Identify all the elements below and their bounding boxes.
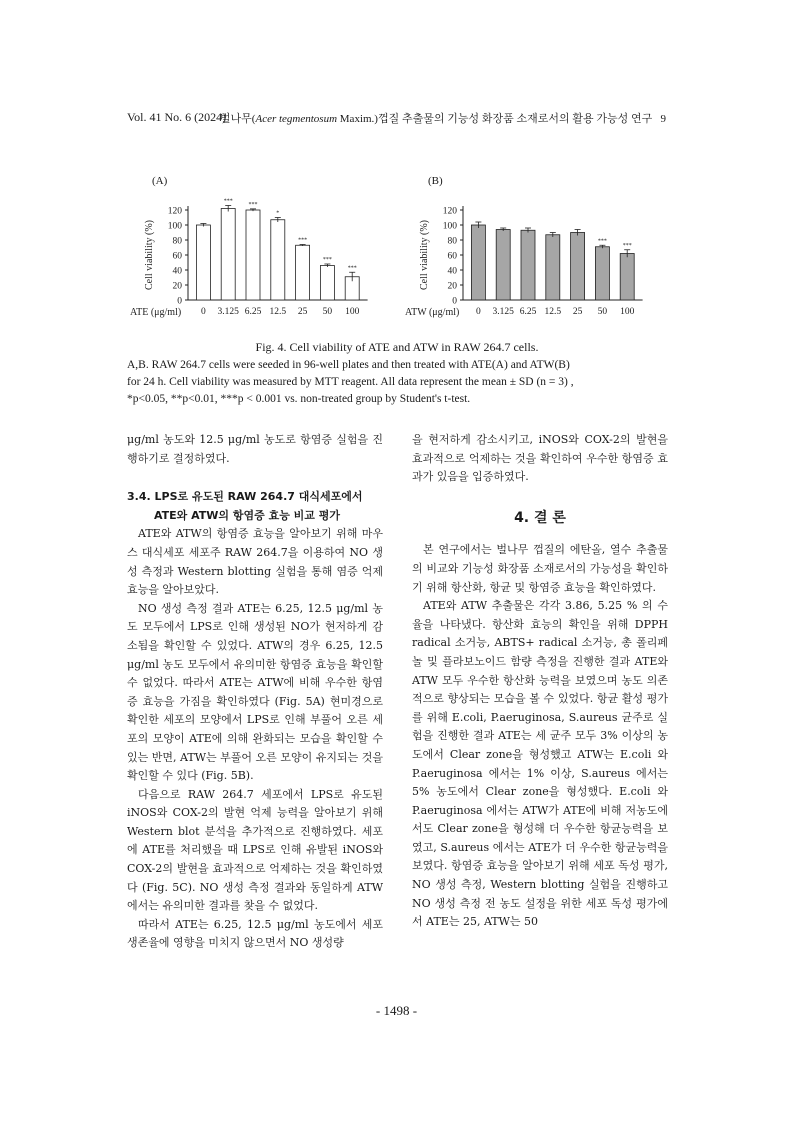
chart-b-y-tick-label: 100 [442,221,457,232]
figure-caption-title: Fig. 4. Cell viability of ATE and ATW in RAW 264.7 cells. [255,340,539,354]
chart-a-bar [221,209,235,301]
chart-b-y-axis-label: Cell viability (%) [419,220,430,290]
chart-a-y-tick-label: 60 [172,251,182,262]
right-paragraph-2: ATE와 ATW 추출물은 각각 3.86, 5.25 % 의 수율을 나타냈다. 항산화 효능의 확인을 위해 DPPH radical 소거능, ABTS+ radical 소거능, 총 폴리페놀 및 플라보노이드 함량 측정을 진행한 결과 ATE와 ATW 모두 우수한 항산화 능력을 보였으며 농도 의존적으로 향상되는 모습을 볼 수 있었다. 항균 활성 평가를 위해 E.coli, P.aeruginosa, S.aureus 균주로 실험을 진행한 결과 ATE는 세 균주 모두 3% 이상의 농도에서 Clear zone을 형성했고 ATW는 E.coli 와 P.aeruginosa 에서는 1% 이상, S.aureus 에서는 5% 농도에서 Clear zone을 형성했다. E.coli 와 P.aeruginosa 에서는 ATW가 ATE에 비해 저농도에서도 Clear zone을 형성해 더 우수한 항균능력을 보였고, S.aureus 에서는 ATE가 더 우수한 항균능력을 보였다. 항염증 효능을 알아보기 위해 세포 독성 평가, NO 생성 측정, Western blotting 실험을 진행하고 NO 생성 측정 전 농도 설정을 위한 세포 독성 평가에서 ATE는 25, ATW는 50 [412,599,668,929]
chart-a-x-axis-label: ATE (μg/ml) [130,307,182,318]
chart-b-y-tick-label: 0 [452,296,457,307]
chart-b-y-tick-label: 120 [442,206,457,217]
left-paragraph-2: NO 생성 측정 결과 ATE는 6.25, 12.5 μg/ml 농도 모두에서 LPS로 인해 생성된 NO가 현저하게 감소됨을 확인할 수 있었다. ATW의 경우 6.25, 12.5 μg/ml 농도 모두에서 유의미한 항염증 효능을 확인할 수 없었다. 따라서 ATE는 ATW에 비해 우수한 항염증 효능을 가짐을 확인하였다 (Fig. 5A) 현미경으로 확인한 세포의 모양에서 LPS로 인해 부풀어 오른 세포의 모양이 ATE에 의해 완화되는 모습을 확인할 수 있는 반면, ATW는 부풀어 오른 모양이 유지되는 것을 확인할 수 있다 (Fig. 5B). [127,601,383,783]
chart-a-y-axis-label: Cell viability (%) [144,220,155,290]
chart-a-significance-label: *** [322,257,332,263]
panel-label-a: (A) [152,175,168,187]
chart-b-significance-label: *** [597,238,607,245]
chart-a-y-tick-label: 100 [167,221,182,232]
chart-a-bar [196,225,210,300]
figure-caption-line-1: A,B. RAW 264.7 cells were seeded in 96-well plates and then treated with ATE(A) and ATW(B) [127,359,570,371]
chart-a-bar [320,266,334,301]
chart-b-y-tick-label: 80 [447,236,457,247]
chart-a-bar [246,210,260,300]
chart-a-x-tick-label: 100 [345,307,360,317]
chart-b-bar [620,254,634,301]
chart-a-y-tick-label: 40 [172,266,182,277]
chart-a-significance-label: *** [248,201,258,208]
left-paragraph-1: ATE와 ATW의 항염증 효능을 알아보기 위해 마우스 대식세포 세포주 RAW 264.7을 이용하여 NO 생성 측정과 Western blotting 실험을 통해 염증 억제 효능을 알아보았다. [127,527,383,597]
chart-b-x-axis-label: ATW (μg/ml) [405,307,460,318]
chart-b-x-tick-label: 0 [476,307,481,317]
chart-a-x-tick-label: 50 [322,307,333,317]
chart-b-bar [546,235,560,300]
section-heading-3-4-line-1: 3.4. LPS로 유도된 RAW 264.7 대식세포에서 [127,490,363,504]
chart-a-x-tick-label: 3.125 [217,307,239,317]
chart-a-y-tick-label: 20 [172,281,182,292]
running-title [220,110,666,126]
chart-a-bar [271,220,285,300]
chart-b-significance-label: *** [622,242,632,249]
left-paragraph-continued: μg/ml 농도와 12.5 μg/ml 농도로 항염증 실험을 진행하기로 결정하였다. [127,433,383,465]
chart-b-bar [496,230,510,301]
chart-b-y-tick-label: 60 [447,251,457,262]
chart-a-x-tick-label: 25 [297,307,308,317]
chart-b-x-tick-label: 6.25 [519,307,537,317]
left-column [127,431,383,953]
chart-b-x-tick-label: 25 [572,307,583,317]
running-title-post: Maxim.)껍질 추출물의 기능성 화장품 소재로서의 활용 가능성 연구 [337,113,653,125]
chart-a-x-tick-label: 6.25 [244,307,262,317]
figure-caption-line-3: *p<0.05, **p<0.01, ***p < 0.001 vs. non-treated group by Student's t-test. [127,393,471,405]
chart-atw-cell-viability [395,195,670,330]
chart-ate-cell-viability [120,195,395,330]
running-title-pre: 벌나무( [219,113,256,125]
chart-b-bar [595,247,609,300]
chart-b-bar [521,230,535,300]
left-paragraph-3: 다음으로 RAW 264.7 세포에서 LPS로 유도된 iNOS와 COX-2의 발현 억제 능력을 알아보기 위해 Western blot 분석을 추가적으로 진행하였다. 세포에 ATE를 처리했을 때 LPS로 인해 유발된 iNOS와 COX-2의 발현을 효과적으로 억제하는 것을 확인하였다 (Fig. 5C). NO 생성 측정 결과와 동일하게 ATW에서는 유의미한 결과를 찾을 수 없었다. [127,787,383,913]
chart-a-y-tick-label: 80 [172,236,182,247]
chart-a-significance-label: *** [223,198,233,205]
chart-a-x-tick-label: 0 [201,307,206,317]
chart-b-bar [571,233,585,301]
chart-a-y-tick-label: 0 [177,296,182,307]
chart-b-x-tick-label: 50 [597,307,608,317]
chart-a-bar [296,245,310,300]
chart-a-y-tick-label: 120 [167,206,182,217]
right-paragraph-continued: 을 현저하게 감소시키고, iNOS와 COX-2의 발현을 효과적으로 억제하는 것을 확인하여 우수한 항염증 효과가 있음을 입증하였다. [412,433,668,484]
chart-a-significance-label: *** [298,237,308,244]
panel-label-b: (B) [428,175,443,187]
journal-volume: Vol. 41 No. 6 (2024) [127,110,227,124]
chart-a-significance-label: *** [347,265,357,272]
chart-b-x-tick-label: 3.125 [492,307,514,317]
page-number: - 1498 - [375,1003,418,1018]
chart-a-significance-label: * [276,210,280,217]
figure-caption-line-2: for 24 h. Cell viability was measured by MTT reagent. All data represent the mean ± SD (n = 3) , [127,376,574,388]
running-title-species: Acer tegmentosum [255,113,338,125]
left-paragraph-4: 따라서 ATE는 6.25, 12.5 μg/ml 농도에서 세포 생존율에 영향을 미치지 않으면서 NO 생성량 [127,917,383,950]
chart-b-x-tick-label: 12.5 [544,307,562,317]
section-heading-conclusion: 4. 결 론 [514,509,566,526]
right-paragraph-1: 본 연구에서는 벌나무 껍질의 에탄올, 열수 추출물의 비교와 기능성 화장품 소재로서의 가능성을 확인하기 위해 항산화, 항균 및 항염증 효능을 확인하였다. [412,543,668,594]
right-column [412,431,668,932]
chart-b-x-tick-label: 100 [620,307,635,317]
section-heading-3-4-line-2: ATE와 ATW의 항염증 효능 비교 평가 [154,508,341,522]
chart-a-x-tick-label: 12.5 [269,307,287,317]
chart-b-y-tick-label: 40 [447,266,457,277]
chart-b-bar [471,225,485,300]
chart-b-y-tick-label: 20 [447,281,457,292]
header-page-number: 9 [660,113,666,125]
